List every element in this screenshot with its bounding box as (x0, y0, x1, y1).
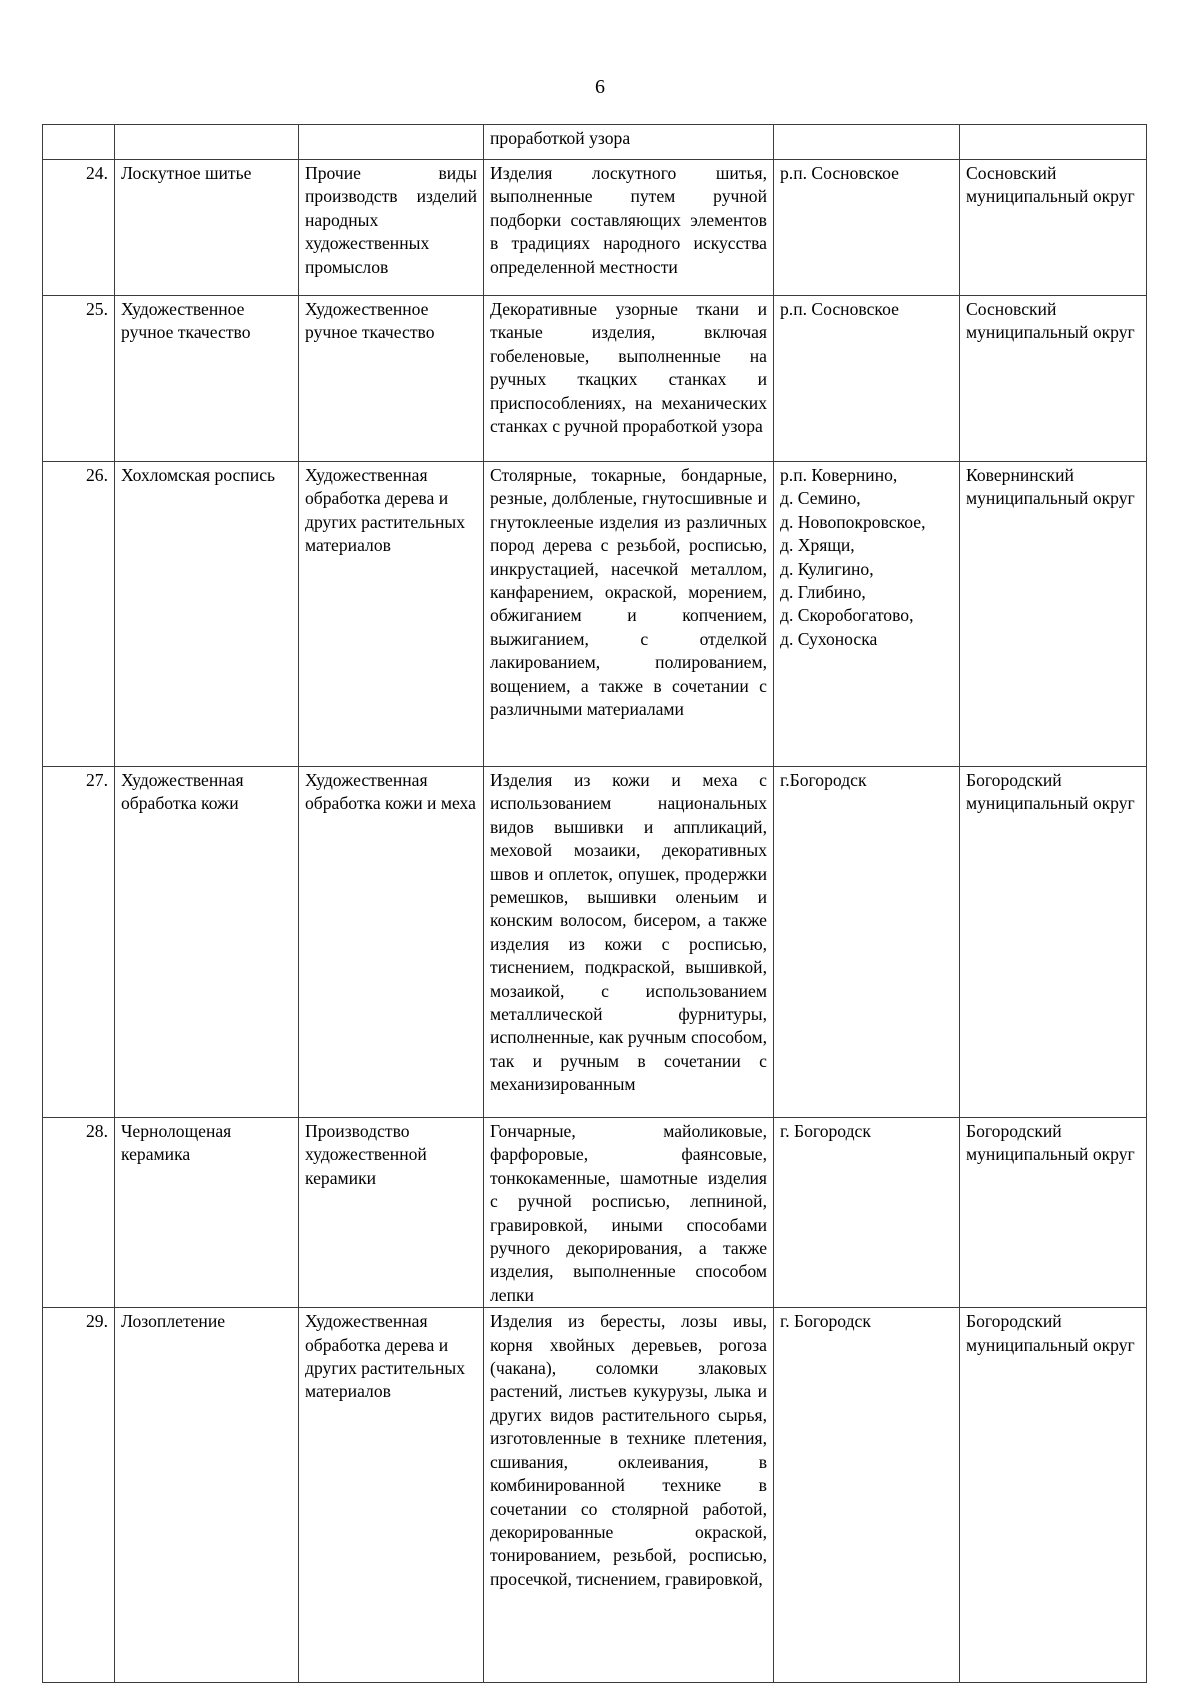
cell-description: Гончарные, майоликовые, фарфоровые, фаянсовые, тонкокаменные, шамотные изделия с ручной росписью, лепниной, гравировкой, иными способами ручного декорирования, а также изделия, выполненные способом лепки (484, 1118, 774, 1308)
table-row-continuation (43, 125, 1147, 160)
cell-kind: Художественная обработка кожи и меха (299, 767, 484, 1118)
cell-district: Богородский муниципальный округ (960, 1308, 1147, 1683)
place-item: д. Новопокровское, (780, 511, 926, 532)
place-item: д. Сухоноска (780, 628, 878, 649)
cell-district: Богородский муниципальный округ (960, 767, 1147, 1118)
cell-number: 28. (43, 1118, 115, 1308)
table-row (43, 462, 1147, 767)
cell-places (774, 160, 960, 296)
place-item: г.Богородск (780, 770, 867, 790)
place-item: д. Кулигино, (780, 558, 874, 579)
page-number: 6 (595, 76, 605, 98)
cell-places (774, 767, 960, 1118)
cell-craft: Лозоплетение (115, 1308, 299, 1683)
cell-district: Ковернинский муниципальный округ (960, 462, 1147, 767)
cell-number (43, 125, 115, 160)
cell-number: 29. (43, 1308, 115, 1683)
cell-district (960, 125, 1147, 160)
table-row (43, 767, 1147, 1118)
cell-description: Изделия из бересты, лозы ивы, корня хвойных деревьев, рогоза (чакана), соломки злаковых растений, листьев кукурузы, лыка и других видов растительного сырья, изготовленные в технике плетения, сшивания, оклеивания, в комбинированной технике в сочетании со столярной работой, декорированные окраской, тонированием, резьбой, росписью, просечкой, тиснением, гравировкой, (484, 1308, 774, 1683)
cell-district: Сосновский муниципальный округ (960, 160, 1147, 296)
cell-number: 25. (43, 296, 115, 462)
place-item: г. Богородск (780, 1121, 871, 1141)
cell-places (774, 1118, 960, 1308)
cell-kind (299, 125, 484, 160)
cell-places (774, 462, 960, 767)
place-item: д. Скоробогатово, (780, 605, 914, 626)
cell-kind: Художественная обработка дерева и других растительных материалов (299, 462, 484, 767)
cell-description: проработкой узора (484, 125, 774, 160)
cell-description: Изделия из кожи и меха с использованием национальных видов вышивки и аппликаций, меховой мозаики, декоративных швов и оплеток, опушек, продержки ремешков, вышивки оленьим и конским волосом, бисером, а также изделия из кожи с росписью, тиснением, подкраской, вышивкой, мозаикой, с использованием металлической фурнитуры, исполненные, как ручным способом, так и ручным в сочетании с механизированным (484, 767, 774, 1118)
cell-craft: Лоскутное шитье (115, 160, 299, 296)
cell-kind: Художественная обработка дерева и других растительных материалов (299, 1308, 484, 1683)
place-item: р.п. Сосновское (780, 299, 899, 319)
place-item: д. Глибино, (780, 582, 866, 603)
cell-number: 27. (43, 767, 115, 1118)
place-item: д. Хрящи, (780, 535, 855, 556)
cell-craft: Хохломская роспись (115, 462, 299, 767)
table-row (43, 296, 1147, 462)
cell-craft: Чернолощеная керамика (115, 1118, 299, 1308)
cell-district: Сосновский муниципальный округ (960, 296, 1147, 462)
table-row (43, 160, 1147, 296)
cell-number: 24. (43, 160, 115, 296)
cell-craft (115, 125, 299, 160)
table-row (43, 1118, 1147, 1308)
cell-places (774, 125, 960, 160)
cell-number: 26. (43, 462, 115, 767)
cell-craft: Художественное ручное ткачество (115, 296, 299, 462)
cell-places (774, 296, 960, 462)
table-row (43, 1308, 1147, 1683)
place-item: р.п. Сосновское (780, 163, 899, 183)
cell-kind: Производство художественной керамики (299, 1118, 484, 1308)
cell-district: Богородский муниципальный округ (960, 1118, 1147, 1308)
cell-kind: Художественное ручное ткачество (299, 296, 484, 462)
place-item: г. Богородск (780, 1311, 871, 1332)
cell-description: Декоративные узорные ткани и тканые изделия, включая гобеленовые, выполненные на ручных ткацких станках и приспособлениях, на механических станках с ручной проработкой узора (484, 296, 774, 462)
cell-kind: Прочие виды производств изделий народных художественных промыслов (299, 160, 484, 296)
crafts-table (42, 124, 1147, 1683)
place-item: д. Семино, (780, 488, 861, 509)
cell-craft: Художественная обработка кожи (115, 767, 299, 1118)
cell-places (774, 1308, 960, 1683)
place-item: р.п. Ковернино, (780, 465, 898, 485)
cell-description: Изделия лоскутного шитья, выполненные путем ручной подборки составляющих элементов в традициях народного искусства определенной местности (484, 160, 774, 296)
cell-description: Столярные, токарные, бондарные, резные, долбленые, гнутосшивные и гнутоклееные изделия из различных пород дерева с резьбой, росписью, инкрустацией, насечкой металлом, канфарением, окраской, морением, обжиганием и копчением, выжиганием, с отделкой лакированием, полированием, вощением, а также в сочетании с различными материалами (484, 462, 774, 767)
